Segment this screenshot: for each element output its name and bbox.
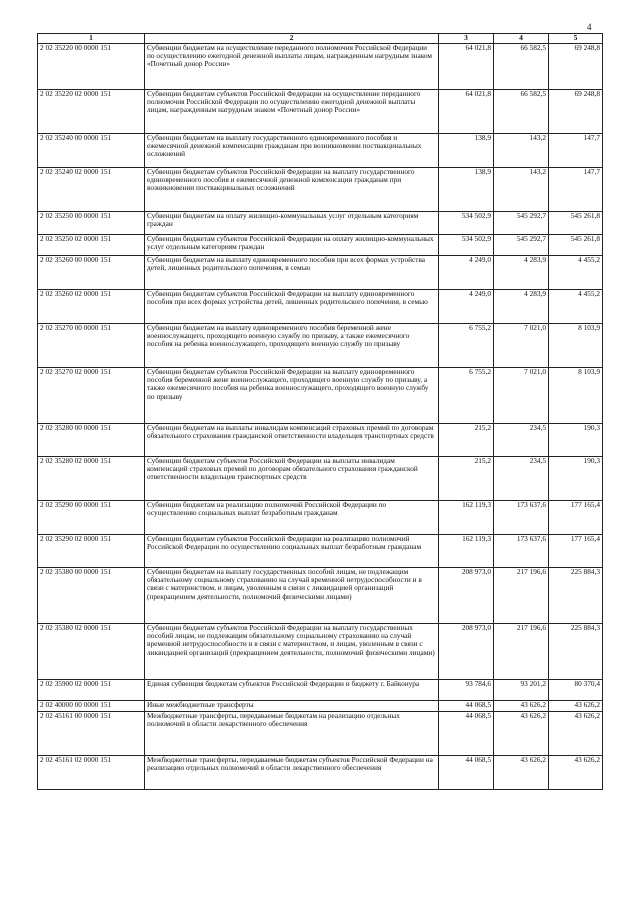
value-col3: 215,2 bbox=[439, 457, 494, 501]
value-col5: 147,7 bbox=[549, 134, 603, 168]
header-cell-4: 4 bbox=[494, 34, 549, 44]
item-description: Субвенции бюджетам субъектов Российской Федерации на реализацию полномочий Российской Федерации по осуществлению социальных выплат безработным гражданам bbox=[145, 535, 439, 568]
table-row bbox=[38, 680, 603, 701]
value-col3: 534 502,9 bbox=[439, 235, 494, 256]
value-col5: 225 884,3 bbox=[549, 568, 603, 624]
value-col4: 66 582,5 bbox=[494, 90, 549, 134]
value-col3: 6 755,2 bbox=[439, 368, 494, 424]
budget-code: 2 02 35250 02 0000 151 bbox=[38, 235, 145, 256]
value-col4: 545 292,7 bbox=[494, 235, 549, 256]
budget-table bbox=[37, 33, 603, 790]
budget-code: 2 02 35270 02 0000 151 bbox=[38, 368, 145, 424]
table-row bbox=[38, 712, 603, 756]
item-description: Иные межбюджетные трансферты bbox=[145, 701, 439, 712]
value-col5: 69 248,8 bbox=[549, 90, 603, 134]
item-description: Субвенции бюджетам субъектов Российской Федерации на оплату жилищно-коммунальных услуг отдельным категориям граждан bbox=[145, 235, 439, 256]
value-col4: 234,5 bbox=[494, 424, 549, 457]
value-col4: 143,2 bbox=[494, 134, 549, 168]
header-cell-2: 2 bbox=[145, 34, 439, 44]
table-row bbox=[38, 212, 603, 235]
budget-code: 2 02 35240 02 0000 151 bbox=[38, 168, 145, 212]
value-col3: 534 502,9 bbox=[439, 212, 494, 235]
value-col5: 8 103,9 bbox=[549, 324, 603, 368]
budget-code: 2 02 35290 00 0000 151 bbox=[38, 501, 145, 535]
budget-code: 2 02 35250 00 0000 151 bbox=[38, 212, 145, 235]
value-col3: 208 973,0 bbox=[439, 568, 494, 624]
table-row bbox=[38, 44, 603, 90]
value-col5: 190,3 bbox=[549, 424, 603, 457]
value-col3: 4 249,0 bbox=[439, 256, 494, 290]
value-col3: 6 755,2 bbox=[439, 324, 494, 368]
value-col3: 162 119,3 bbox=[439, 501, 494, 535]
item-description: Субвенции бюджетам на реализацию полномочий Российской Федерации по осуществлению социальных выплат безработным гражданам bbox=[145, 501, 439, 535]
item-description: Субвенции бюджетам субъектов Российской Федерации на выплату единовременного пособия при всех формах устройства детей, лишенных родительского попечения, в семью bbox=[145, 290, 439, 324]
header-cell-3: 3 bbox=[439, 34, 494, 44]
budget-code: 2 02 35220 02 0000 151 bbox=[38, 90, 145, 134]
value-col4: 4 283,9 bbox=[494, 290, 549, 324]
value-col5: 545 261,8 bbox=[549, 235, 603, 256]
value-col4: 217 196,6 bbox=[494, 568, 549, 624]
value-col3: 44 068,5 bbox=[439, 701, 494, 712]
value-col4: 7 021,0 bbox=[494, 324, 549, 368]
value-col5: 43 626,2 bbox=[549, 701, 603, 712]
budget-code: 2 02 35260 00 0000 151 bbox=[38, 256, 145, 290]
table-row bbox=[38, 290, 603, 324]
item-description: Субвенции бюджетам на оплату жилищно-коммунальных услуг отдельным категориям граждан bbox=[145, 212, 439, 235]
value-col4: 7 021,0 bbox=[494, 368, 549, 424]
value-col3: 44 068,5 bbox=[439, 712, 494, 756]
budget-code: 2 02 35380 00 0000 151 bbox=[38, 568, 145, 624]
table-row bbox=[38, 134, 603, 168]
value-col3: 64 021,8 bbox=[439, 90, 494, 134]
value-col4: 173 637,6 bbox=[494, 501, 549, 535]
item-description: Субвенции бюджетам на выплату государственных пособий лицам, не подлежащим обязательному социальному страхованию на случай временной нетрудоспособности и в связи с материнством, и лицам, уволенным в связи с ликвидацией организаций (прекращением деятельности, полномочий физическими лицами) bbox=[145, 568, 439, 624]
value-col5: 225 884,3 bbox=[549, 624, 603, 680]
budget-code: 2 02 35270 00 0000 151 bbox=[38, 324, 145, 368]
budget-code: 2 02 35240 00 0000 151 bbox=[38, 134, 145, 168]
item-description: Субвенции бюджетам на осуществление переданного полномочия Российской Федерации по осуществлению ежегодной денежной выплаты лицам, награжденным нагрудным знаком «Почетный донор России» bbox=[145, 44, 439, 90]
value-col3: 215,2 bbox=[439, 424, 494, 457]
budget-code: 2 02 40000 00 0000 151 bbox=[38, 701, 145, 712]
item-description: Субвенции бюджетам субъектов Российской Федерации на осуществление переданного полномочия Российской Федерации по осуществлению ежегодной денежной выплаты лицам, награжденным нагрудным знаком «Почетный донор России» bbox=[145, 90, 439, 134]
value-col3: 93 784,6 bbox=[439, 680, 494, 701]
value-col4: 217 196,6 bbox=[494, 624, 549, 680]
table-row bbox=[38, 168, 603, 212]
table-row bbox=[38, 90, 603, 134]
value-col5: 545 261,8 bbox=[549, 212, 603, 235]
item-description: Субвенции бюджетам субъектов Российской Федерации на выплату государственного единовременного пособия и ежемесячной денежной компенсации гражданам при возникновении поствакцинальных осложнений bbox=[145, 168, 439, 212]
item-description: Межбюджетные трансферты, передаваемые бюджетам на реализацию отдельных полномочий в области лекарственного обеспечения bbox=[145, 712, 439, 756]
table-row bbox=[38, 535, 603, 568]
value-col4: 234,5 bbox=[494, 457, 549, 501]
value-col5: 177 165,4 bbox=[549, 501, 603, 535]
value-col5: 43 626,2 bbox=[549, 712, 603, 756]
value-col5: 190,3 bbox=[549, 457, 603, 501]
table-row bbox=[38, 457, 603, 501]
budget-code: 2 02 35380 02 0000 151 bbox=[38, 624, 145, 680]
value-col4: 43 626,2 bbox=[494, 756, 549, 790]
value-col4: 4 283,9 bbox=[494, 256, 549, 290]
table-row bbox=[38, 501, 603, 535]
value-col4: 93 201,2 bbox=[494, 680, 549, 701]
value-col3: 64 021,8 bbox=[439, 44, 494, 90]
table-row bbox=[38, 368, 603, 424]
value-col3: 4 249,0 bbox=[439, 290, 494, 324]
value-col4: 545 292,7 bbox=[494, 212, 549, 235]
header-cell-5: 5 bbox=[549, 34, 603, 44]
table-row bbox=[38, 424, 603, 457]
value-col3: 162 119,3 bbox=[439, 535, 494, 568]
item-description: Субвенции бюджетам на выплаты инвалидам компенсаций страховых премий по договорам обязательного страхования гражданской ответственности владельцев транспортных средств bbox=[145, 424, 439, 457]
item-description: Субвенции бюджетам субъектов Российской Федерации на выплату единовременного пособия беременной жене военнослужащего, проходящего военную службу по призыву, а также ежемесячного пособия на ребенка военнослужащего, проходящего военную службу по призыву bbox=[145, 368, 439, 424]
value-col5: 177 165,4 bbox=[549, 535, 603, 568]
budget-code: 2 02 35280 02 0000 151 bbox=[38, 457, 145, 501]
budget-code: 2 02 45161 00 0000 151 bbox=[38, 712, 145, 756]
item-description: Субвенции бюджетам на выплату единовременного пособия при всех формах устройства детей, лишенных родительского попечения, в семью bbox=[145, 256, 439, 290]
budget-code: 2 02 35260 02 0000 151 bbox=[38, 290, 145, 324]
value-col3: 138,9 bbox=[439, 168, 494, 212]
value-col5: 69 248,8 bbox=[549, 44, 603, 90]
table-row bbox=[38, 324, 603, 368]
item-description: Единая субвенция бюджетам субъектов Российской Федерации и бюджету г. Байконура bbox=[145, 680, 439, 701]
value-col5: 4 455,2 bbox=[549, 256, 603, 290]
table-row bbox=[38, 756, 603, 790]
page-number: 4 bbox=[587, 22, 592, 32]
budget-code: 2 02 35280 00 0000 151 bbox=[38, 424, 145, 457]
table-row bbox=[38, 568, 603, 624]
value-col5: 147,7 bbox=[549, 168, 603, 212]
table-row bbox=[38, 235, 603, 256]
item-description: Субвенции бюджетам на выплату единовременного пособия беременной жене военнослужащего, проходящего военную службу по призыву, а также ежемесячного пособия на ребенка военнослужащего, проходящего военную службу по призыву bbox=[145, 324, 439, 368]
budget-code: 2 02 45161 02 0000 151 bbox=[38, 756, 145, 790]
budget-code: 2 02 35220 00 0000 151 bbox=[38, 44, 145, 90]
item-description: Межбюджетные трансферты, передаваемые бюджетам субъектов Российской Федерации на реализацию отдельных полномочий в области лекарственного обеспечения bbox=[145, 756, 439, 790]
table-row bbox=[38, 701, 603, 712]
value-col4: 143,2 bbox=[494, 168, 549, 212]
value-col4: 173 637,6 bbox=[494, 535, 549, 568]
value-col4: 43 626,2 bbox=[494, 712, 549, 756]
value-col3: 208 973,0 bbox=[439, 624, 494, 680]
value-col4: 66 582,5 bbox=[494, 44, 549, 90]
value-col3: 138,9 bbox=[439, 134, 494, 168]
value-col4: 43 626,2 bbox=[494, 701, 549, 712]
budget-code: 2 02 35290 02 0000 151 bbox=[38, 535, 145, 568]
item-description: Субвенции бюджетам субъектов Российской Федерации на выплаты инвалидам компенсаций страховых премий по договорам обязательного страхования гражданской ответственности владельцев транспортных средств bbox=[145, 457, 439, 501]
budget-code: 2 02 35900 02 0000 151 bbox=[38, 680, 145, 701]
header-cell-1: 1 bbox=[38, 34, 145, 44]
value-col5: 43 626,2 bbox=[549, 756, 603, 790]
table-row bbox=[38, 256, 603, 290]
item-description: Субвенции бюджетам на выплату государственного единовременного пособия и ежемесячной денежной компенсации гражданам при возникновении поствакцинальных осложнений bbox=[145, 134, 439, 168]
header-row bbox=[38, 34, 603, 44]
value-col5: 4 455,2 bbox=[549, 290, 603, 324]
value-col5: 8 103,9 bbox=[549, 368, 603, 424]
item-description: Субвенции бюджетам субъектов Российской Федерации на выплату государственных пособий лицам, не подлежащим обязательному социальному страхованию на случай временной нетрудоспособности и в связи с материнством, и лицам, уволенным в связи с ликвидацией организаций (прекращением деятельности, полномочий физическими лицами) bbox=[145, 624, 439, 680]
table-row bbox=[38, 624, 603, 680]
value-col5: 80 370,4 bbox=[549, 680, 603, 701]
value-col3: 44 068,5 bbox=[439, 756, 494, 790]
